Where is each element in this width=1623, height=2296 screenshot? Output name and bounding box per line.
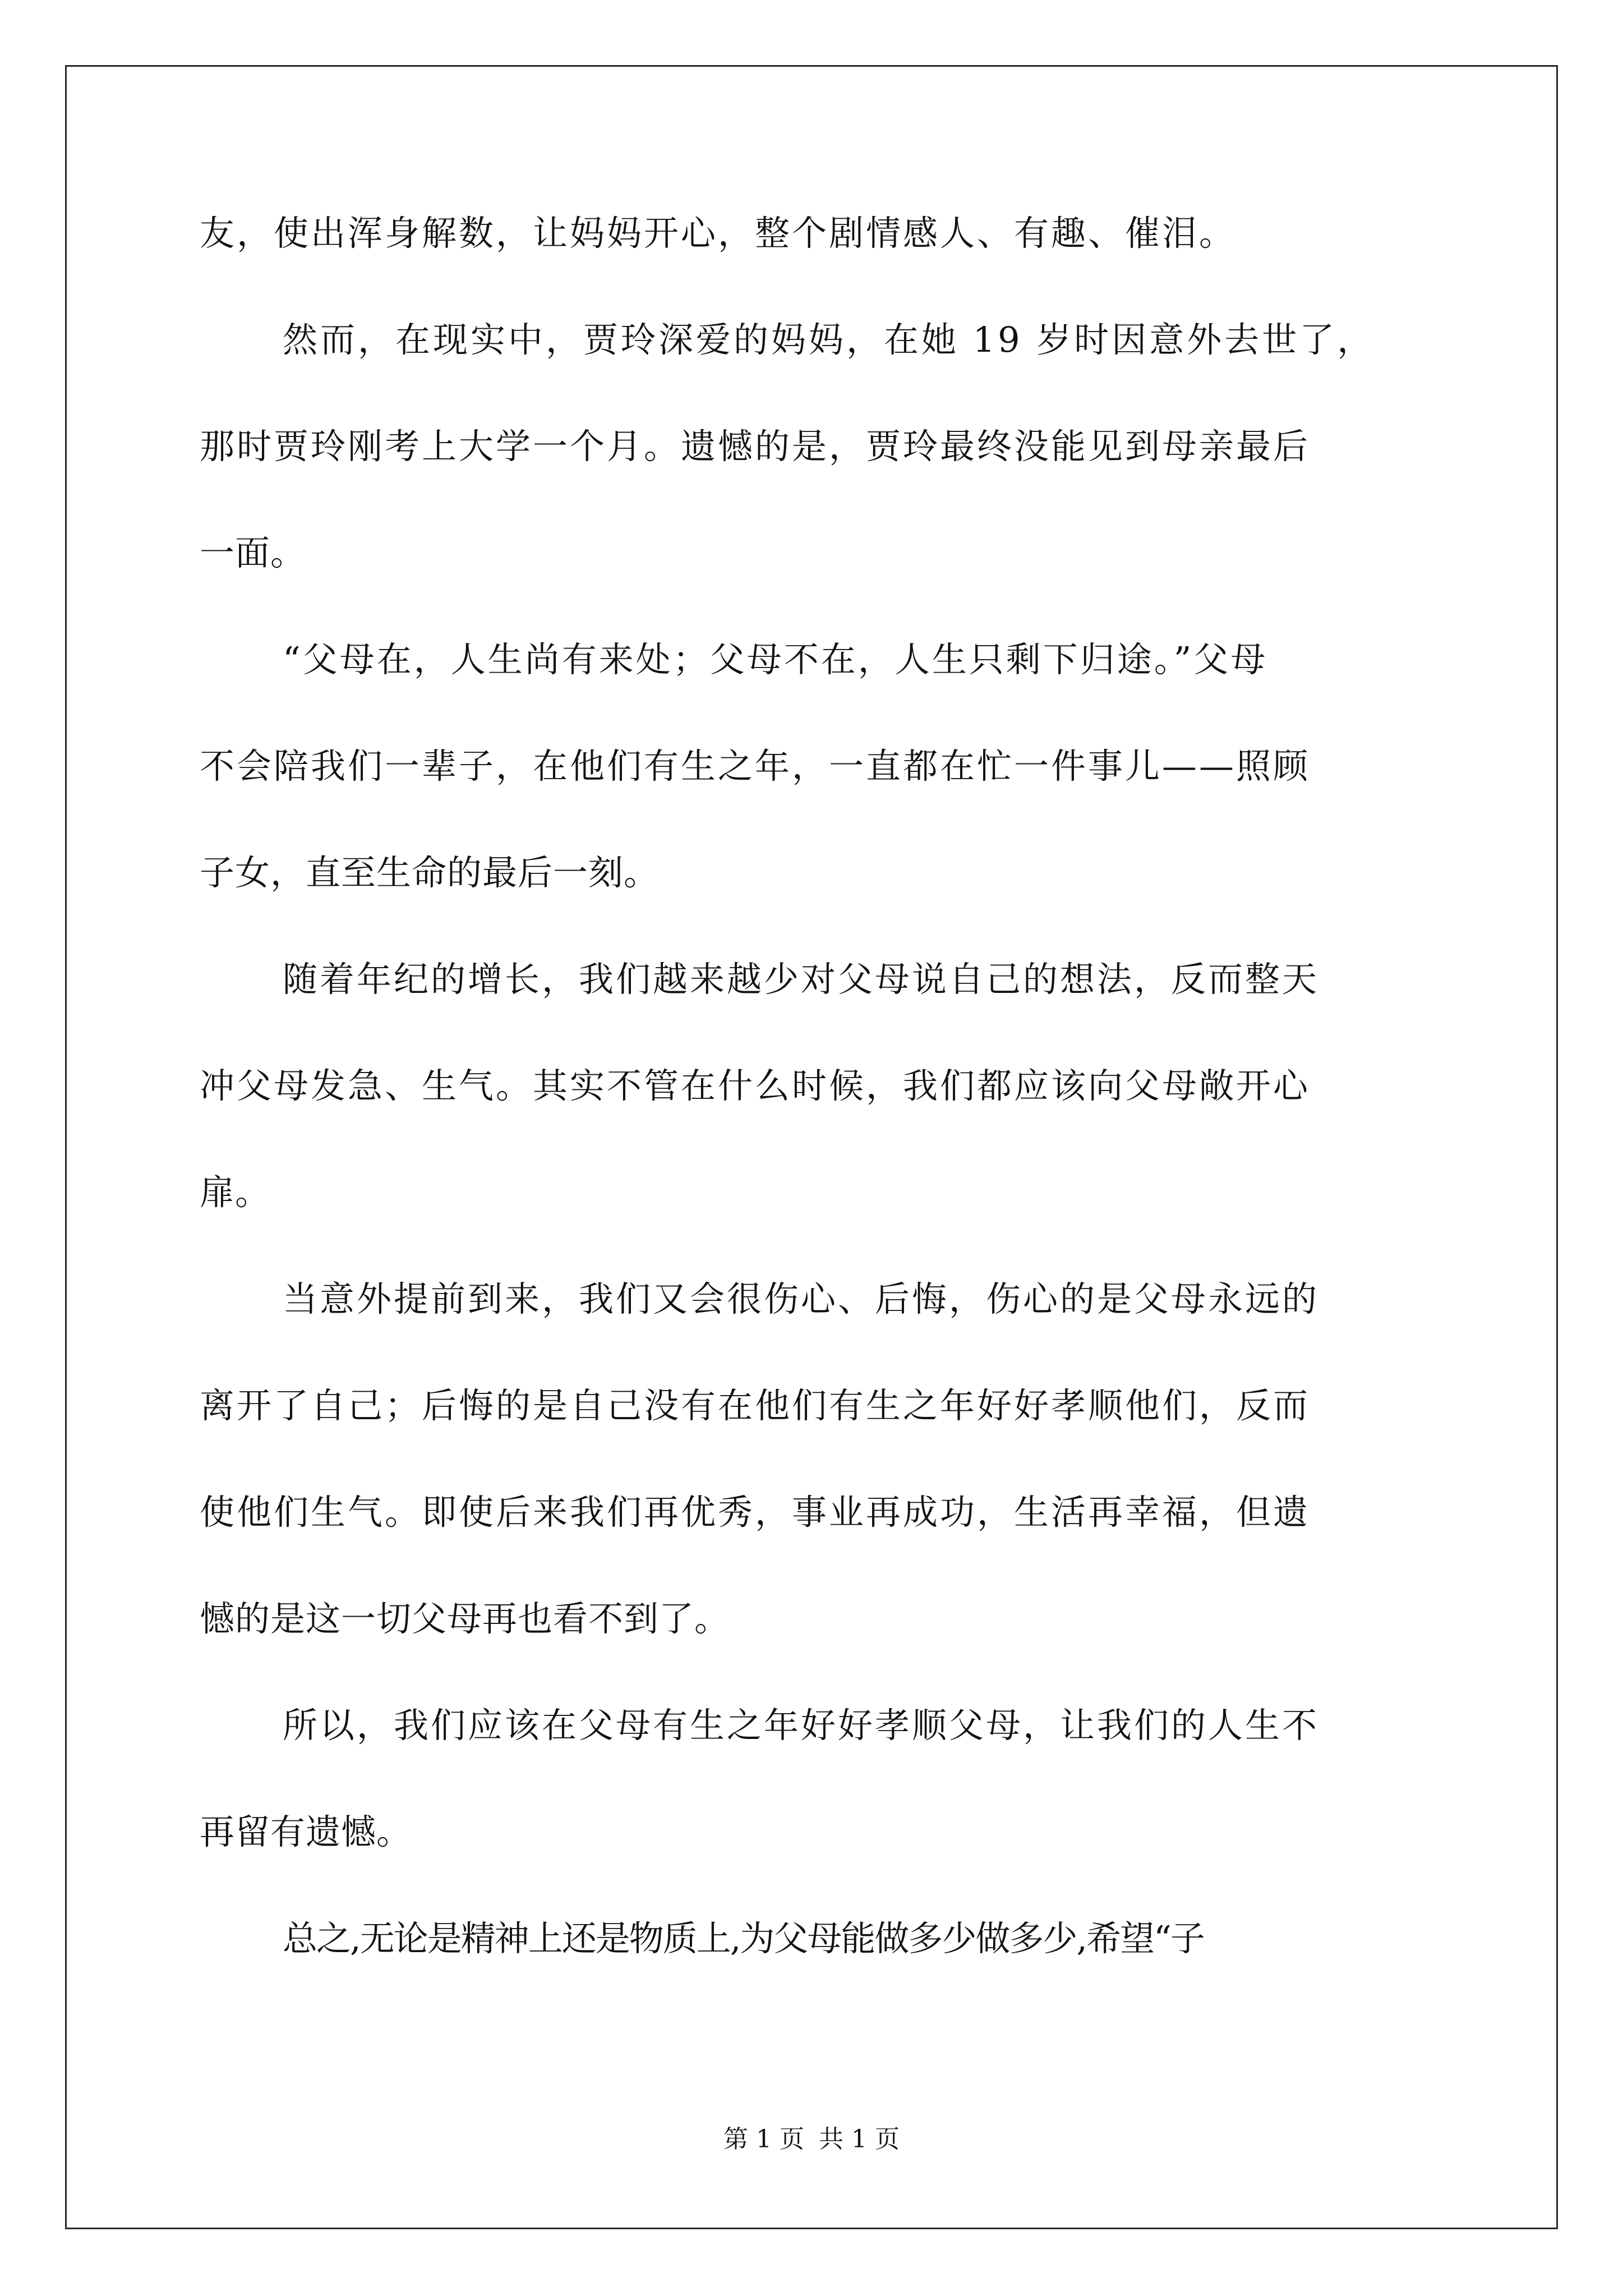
- page-number: 第 1 页: [723, 2125, 804, 2154]
- page-total: 共 1 页: [819, 2125, 900, 2154]
- paragraph-start-line: 总之,无论是精神上还是物质上,为父母能做多少做多少,希望“子: [283, 1918, 1204, 1959]
- text-line: 扉。: [200, 1172, 271, 1213]
- text-line: 不会陪我们一辈子，在他们有生之年，一直都在忙一件事儿——照顾: [200, 746, 1311, 786]
- paragraph-start-line: 所以，我们应该在父母有生之年好好孝顺父母，让我们的人生不: [283, 1705, 1320, 1746]
- page-footer: [0, 2123, 1623, 2156]
- text-line: 再留有遗憾。: [200, 1811, 412, 1852]
- paragraph-start-line: 然而，在现实中，贾玲深爱的妈妈，在她 19 岁时因意外去世了，: [283, 319, 1375, 360]
- text-line: 使他们生气。即使后来我们再优秀，事业再成功，生活再幸福，但遗: [200, 1492, 1311, 1533]
- text-line: 那时贾玲刚考上大学一个月。遗憾的是，贾玲最终没能见到母亲最后: [200, 426, 1311, 467]
- paragraph-start-line: “父母在，人生尚有来处；父母不在，人生只剩下归途。”父母: [283, 639, 1268, 680]
- text-line: 子女，直至生命的最后一刻。: [200, 852, 660, 893]
- document-body: [200, 204, 1428, 2016]
- paragraph-start-line: 随着年纪的增长，我们越来越少对父母说自己的想法，反而整天: [283, 959, 1320, 1000]
- text-line: 冲父母发急、生气。其实不管在什么时候，我们都应该向父母敞开心: [200, 1065, 1311, 1106]
- paragraph-start-line: 当意外提前到来，我们又会很伤心、后悔，伤心的是父母永远的: [283, 1278, 1320, 1319]
- text-line: 一面。: [200, 532, 306, 573]
- text-line: 离开了自己；后悔的是自己没有在他们有生之年好好孝顺他们，反而: [200, 1385, 1311, 1426]
- text-line: 憾的是这一切父母再也看不到了。: [200, 1598, 730, 1639]
- text-line: 友，使出浑身解数，让妈妈开心，整个剧情感人、有趣、催泪。: [200, 213, 1237, 254]
